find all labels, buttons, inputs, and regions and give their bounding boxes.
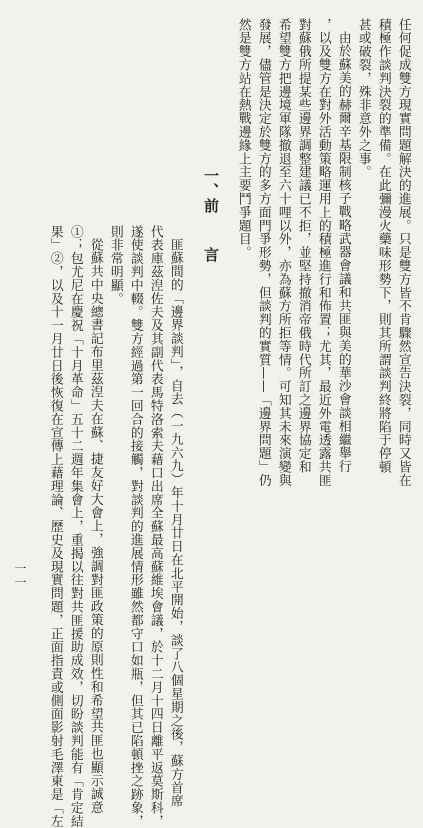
text-column: 對蘇俄所提某些邊界調整建議已不拒，並堅持撤消帝俄時代所訂之邊界協定和 bbox=[295, 18, 311, 474]
text-column: 由於蘇美的赫爾辛基限制核子戰略武器會議和共匪與美的華沙會談相繼舉行 bbox=[335, 31, 351, 474]
text-column: ，以及雙方在對外活動策略運用上的積極進行和佈置；尤其，最近外電透露共匪 bbox=[315, 18, 331, 487]
text-column: 果」②，以及十一月廿日後恢復在宣傳上藉理論、歷史及現實問題，正面指責或側面影射毛澤東是「左 bbox=[47, 225, 63, 828]
text-column: ①；包尤尼在慶祝「十月革命」五十二週年集會上，重揭以往對共匪援助成效，切盼談判能有「肯定結 bbox=[67, 225, 83, 828]
section-heading-title: 言 bbox=[202, 247, 220, 262]
text-column: 積極作談判決裂的準備。在此彌漫火藥味形勢下，則其所謂談判終將陷于停頓 bbox=[375, 18, 391, 474]
text-column: 匪蘇間的「邊界談判」，自去（一九六九）年十月廿日在北平開始，談了八個星期之後，蘇方首席 bbox=[167, 238, 183, 808]
text-column: 遂使談判中輟。雙方經過第一回合的接觸，對談判的進展情形雖然都守口如瓶，但其已陷頓挫之跡象， bbox=[127, 225, 143, 828]
text-column: 然是雙方站在熱戰邊緣上主要鬥爭題目。 bbox=[235, 18, 251, 260]
text-column: 從蘇共中央總書記布里茲湼夫在蘇、捷友好大會上，強調對匪政策的原則性和希望共匪也顯示誠意 bbox=[87, 238, 103, 815]
section-heading bbox=[203, 168, 218, 262]
text-column: 則非常明顯。 bbox=[107, 225, 123, 306]
text-column: 甚或破裂，殊非意外之事。 bbox=[355, 18, 371, 179]
section-heading-number: 一、前 bbox=[202, 168, 220, 213]
text-column: 發展，儘管是決定於雙方的多方面門爭形勢，但談判的實質——「邊界問題」仍 bbox=[255, 18, 271, 487]
text-column: 希望雙方把邊境軍隊撤退至六十哩以外，亦為蘇方所拒等情。可知其未來演變與 bbox=[275, 18, 291, 487]
text-column: 代表庫茲湼佐夫及其副代表馬特洛索夫藉口出席全蘇最高蘇維埃會議，於十二月十四日離平返莫斯科， bbox=[147, 225, 163, 828]
page-number: 一一 bbox=[13, 562, 27, 590]
text-column: 任何促成雙方現實問題解決的進展。只是雙方皆不肯驟然宣告決裂，同時又皆在 bbox=[395, 18, 411, 487]
